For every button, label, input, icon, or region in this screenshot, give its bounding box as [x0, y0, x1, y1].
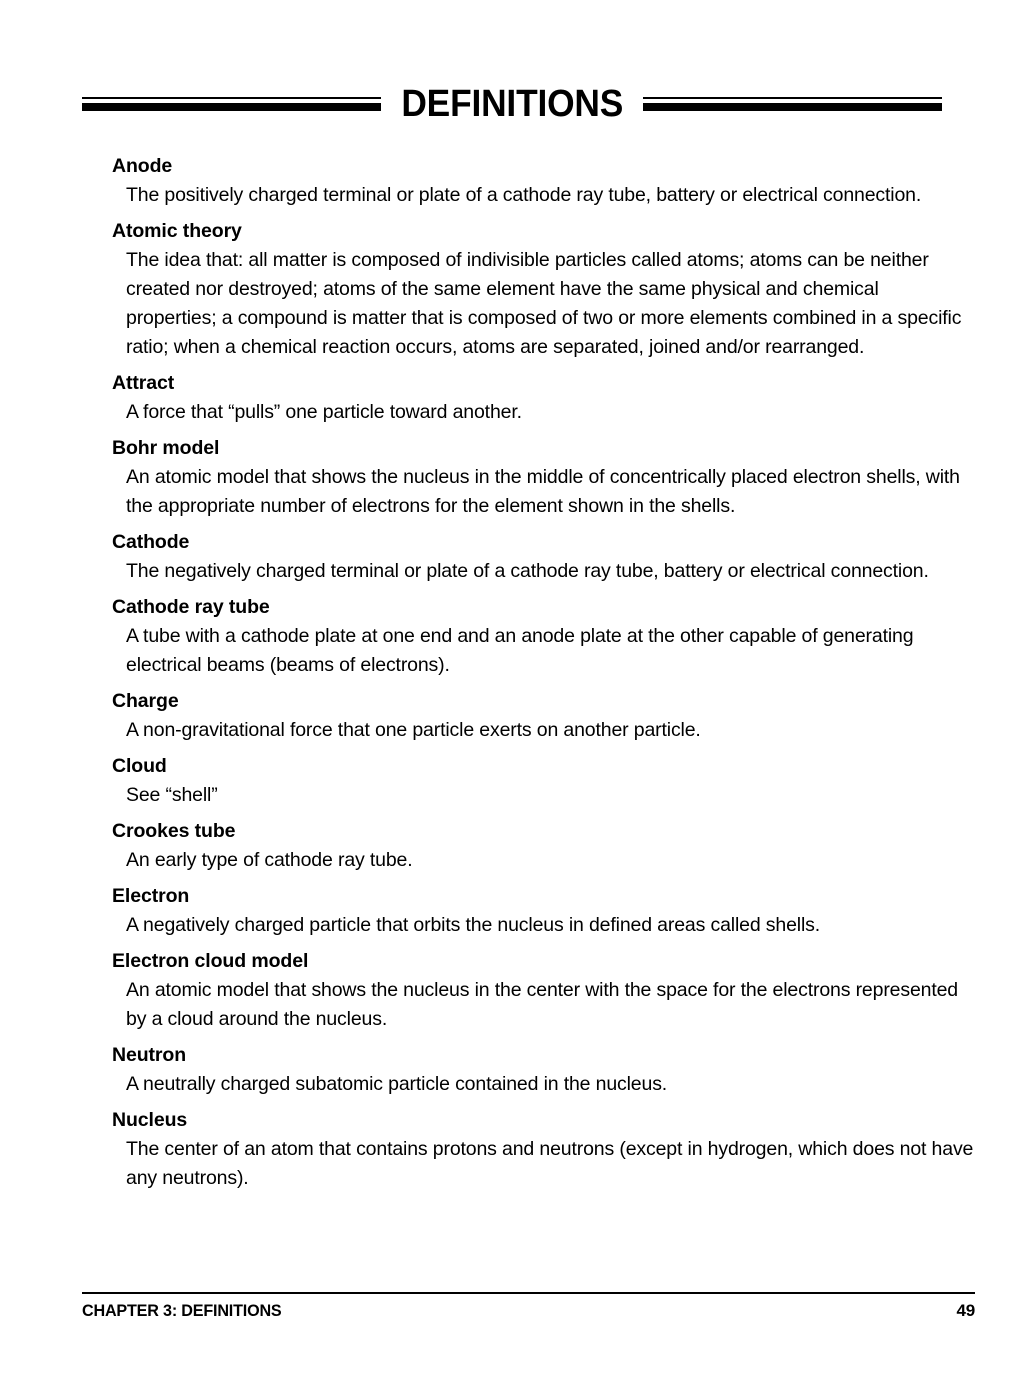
footer-chapter-label: CHAPTER 3: DEFINITIONS — [82, 1301, 282, 1320]
definition-term: Crookes tube — [112, 820, 236, 842]
page-title: DEFINITIONS — [401, 83, 623, 125]
definition-term: Cloud — [112, 755, 167, 777]
definition-term: Bohr model — [112, 437, 220, 459]
definition-text: The center of an atom that contains protons and neutrons (except in hydrogen, which does not have any neutrons). — [126, 1138, 974, 1189]
definition-entry — [112, 217, 974, 362]
definition-entry — [112, 947, 974, 1034]
definition-entry — [112, 152, 974, 210]
definition-text: An atomic model that shows the nucleus in the center with the space for the electrons represented by a cloud around the nucleus. — [126, 979, 959, 1030]
definition-text: A force that “pulls” one particle toward another. — [126, 401, 522, 423]
definition-entry — [112, 528, 974, 586]
definition-entry — [112, 1041, 974, 1099]
definition-term: Cathode ray tube — [112, 596, 270, 618]
definition-text: A non-gravitational force that one particle exerts on another particle. — [126, 719, 701, 741]
definition-text: An atomic model that shows the nucleus in the middle of concentrically placed electron shells, with the appropriate number of electrons for the element shown in the shells. — [126, 466, 960, 517]
definition-term: Attract — [112, 372, 175, 394]
definition-entry — [112, 817, 974, 875]
definition-text: The positively charged terminal or plate of a cathode ray tube, battery or electrical connection. — [126, 184, 922, 206]
page-header — [0, 80, 1024, 128]
definition-text: A neutrally charged subatomic particle contained in the nucleus. — [126, 1073, 668, 1095]
definition-term: Atomic theory — [112, 220, 242, 242]
definition-entry — [112, 593, 974, 680]
definition-term: Anode — [112, 155, 173, 177]
definition-text: The negatively charged terminal or plate of a cathode ray tube, battery or electrical connection. — [126, 560, 929, 582]
definition-entry — [112, 752, 974, 810]
definition-term: Electron cloud model — [112, 950, 309, 972]
header-rule-left — [82, 96, 381, 112]
definition-text: The idea that: all matter is composed of indivisible particles called atoms; atoms can be neither created nor destroyed; atoms of the same element have the same physical and chemical properties; a compound is matter that is composed of two or more elements combined in a specific ratio; when a chemical reaction occurs, atoms are separated, joined and/or rearranged. — [126, 249, 962, 358]
definition-term: Electron — [112, 885, 190, 907]
definition-text: An early type of cathode ray tube. — [126, 849, 413, 871]
definition-text: A tube with a cathode plate at one end and an anode plate at the other capable of generating electrical beams (beams of electrons). — [126, 625, 914, 676]
footer-row — [82, 1301, 975, 1321]
definition-entry — [112, 434, 974, 521]
definition-term: Nucleus — [112, 1109, 188, 1131]
definition-entry — [112, 882, 974, 940]
definitions-list — [112, 152, 974, 1200]
definition-text: See “shell” — [126, 784, 218, 806]
header-rule-right — [643, 96, 942, 112]
definition-term: Cathode — [112, 531, 190, 553]
definition-entry — [112, 369, 974, 427]
footer-rule — [82, 1292, 975, 1294]
definition-entry — [112, 687, 974, 745]
definition-term: Charge — [112, 690, 179, 712]
definition-text: A negatively charged particle that orbits the nucleus in defined areas called shells. — [126, 914, 821, 936]
definition-term: Neutron — [112, 1044, 187, 1066]
page-footer — [82, 1292, 975, 1321]
footer-page-number: 49 — [956, 1301, 975, 1320]
definition-entry — [112, 1106, 974, 1193]
